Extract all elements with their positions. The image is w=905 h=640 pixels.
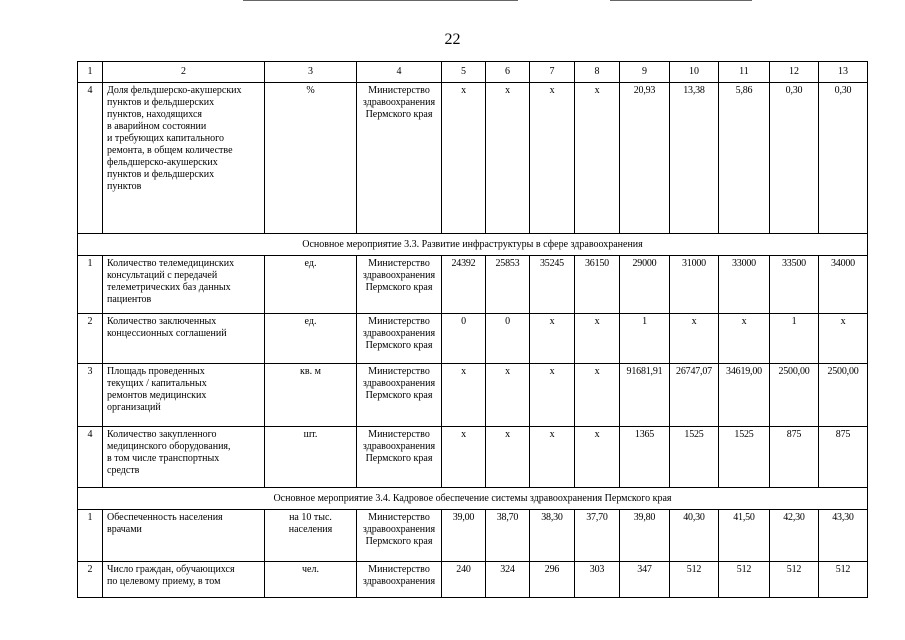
value-cell: 39,00 <box>442 510 486 562</box>
cell-line: здравоохранения <box>362 441 436 452</box>
section-row <box>78 488 868 510</box>
row-number: 4 <box>78 427 103 488</box>
cell-line: Пермского края <box>365 453 433 464</box>
responsible-body <box>357 562 442 598</box>
cell-line: и требующих капитального <box>107 133 225 144</box>
column-number-cell: 11 <box>719 62 770 83</box>
value-cell: 25853 <box>486 256 530 314</box>
cell-line: ед. <box>304 316 317 327</box>
cell-line: Министерство <box>368 85 430 96</box>
value-cell: 38,70 <box>486 510 530 562</box>
cell-line: пациентов <box>107 294 152 305</box>
value-cell: 38,30 <box>530 510 575 562</box>
value-cell: х <box>530 364 575 427</box>
column-number-cell: 13 <box>819 62 868 83</box>
cell-line: пунктов, находящихся <box>107 109 202 120</box>
value-cell: 296 <box>530 562 575 598</box>
cell-line: по целевому приему, в том <box>107 576 221 587</box>
unit-of-measure <box>265 364 357 427</box>
value-cell: х <box>442 364 486 427</box>
cell-line: пунктов и фельдшерских <box>107 97 215 108</box>
value-cell: 875 <box>770 427 819 488</box>
cell-line: Министерство <box>368 429 430 440</box>
cell-line: в аварийном состоянии <box>107 121 207 132</box>
value-cell: 91681,91 <box>620 364 670 427</box>
value-cell: х <box>486 364 530 427</box>
value-cell: 33000 <box>719 256 770 314</box>
value-cell: х <box>575 83 620 234</box>
responsible-body <box>357 510 442 562</box>
responsible-body <box>357 83 442 234</box>
value-cell: 37,70 <box>575 510 620 562</box>
cell-line: Обеспеченность населения <box>107 512 223 523</box>
responsible-body <box>357 314 442 364</box>
cell-line: шт. <box>303 429 318 440</box>
cell-line: Число граждан, обучающихся <box>107 564 235 575</box>
row-number: 2 <box>78 314 103 364</box>
cell-line: Доля фельдшерско-акушерских <box>107 85 242 96</box>
cell-line: Количество заключенных <box>107 316 217 327</box>
column-number-cell: 12 <box>770 62 819 83</box>
unit-of-measure <box>265 314 357 364</box>
cell-line: Пермского края <box>365 109 433 120</box>
table-row <box>78 562 868 598</box>
cell-line: чел. <box>302 564 319 575</box>
row-number: 1 <box>78 510 103 562</box>
value-cell: 0 <box>486 314 530 364</box>
cell-line: текущих / капитальных <box>107 378 207 389</box>
column-number-cell: 4 <box>357 62 442 83</box>
responsible-body <box>357 427 442 488</box>
cell-line: пунктов <box>107 181 142 192</box>
indicator-name <box>103 83 265 234</box>
column-number-cell: 1 <box>78 62 103 83</box>
indicator-name <box>103 256 265 314</box>
value-cell: 35245 <box>530 256 575 314</box>
value-cell: 0 <box>442 314 486 364</box>
value-cell: 303 <box>575 562 620 598</box>
cell-line: Министерство <box>368 316 430 327</box>
table-row <box>78 314 868 364</box>
value-cell: х <box>530 83 575 234</box>
indicator-name <box>103 314 265 364</box>
value-cell: 347 <box>620 562 670 598</box>
value-cell: 1 <box>620 314 670 364</box>
unit-of-measure <box>265 427 357 488</box>
cell-line: здравоохранения <box>362 270 436 281</box>
cell-line: консультаций с передачей <box>107 270 218 281</box>
value-cell: 2500,00 <box>770 364 819 427</box>
cell-line: в том числе транспортных <box>107 453 220 464</box>
value-cell: х <box>486 83 530 234</box>
unit-of-measure <box>265 562 357 598</box>
cell-line: ед. <box>304 258 317 269</box>
value-cell: 1525 <box>719 427 770 488</box>
value-cell: 36150 <box>575 256 620 314</box>
responsible-body <box>357 364 442 427</box>
column-number-cell: 9 <box>620 62 670 83</box>
column-number-cell: 5 <box>442 62 486 83</box>
table-row <box>78 427 868 488</box>
value-cell: х <box>442 427 486 488</box>
cell-line: Министерство <box>368 512 430 523</box>
cell-line: здравоохранения <box>362 524 436 535</box>
cell-line: Пермского края <box>365 390 433 401</box>
value-cell: х <box>819 314 868 364</box>
value-cell: х <box>486 427 530 488</box>
value-cell: 39,80 <box>620 510 670 562</box>
value-cell: х <box>530 314 575 364</box>
value-cell: х <box>575 314 620 364</box>
cell-line: ремонта, в общем количестве <box>107 145 233 156</box>
value-cell: 512 <box>719 562 770 598</box>
value-cell: 20,93 <box>620 83 670 234</box>
cell-line: Площадь проведенных <box>107 366 205 377</box>
column-number-cell: 2 <box>103 62 265 83</box>
top-rule-right <box>610 0 752 1</box>
value-cell: 13,38 <box>670 83 719 234</box>
cell-line: здравоохранения <box>362 378 436 389</box>
table-row <box>78 83 868 234</box>
value-cell: 34619,00 <box>719 364 770 427</box>
unit-of-measure <box>265 83 357 234</box>
indicator-name <box>103 427 265 488</box>
value-cell: 2500,00 <box>819 364 868 427</box>
cell-line: фельдшерско-акушерских <box>107 157 218 168</box>
value-cell: 875 <box>819 427 868 488</box>
indicator-name <box>103 510 265 562</box>
value-cell: 324 <box>486 562 530 598</box>
row-number: 2 <box>78 562 103 598</box>
value-cell: х <box>670 314 719 364</box>
value-cell: 42,30 <box>770 510 819 562</box>
value-cell: 1365 <box>620 427 670 488</box>
cell-line: кв. м <box>300 366 321 377</box>
cell-line: здравоохранения <box>362 97 436 108</box>
cell-line: медицинского оборудования, <box>107 441 231 452</box>
cell-line: Пермского края <box>365 536 433 547</box>
value-cell: х <box>575 364 620 427</box>
value-cell: х <box>530 427 575 488</box>
cell-line: концессионных соглашений <box>107 328 227 339</box>
row-number: 4 <box>78 83 103 234</box>
value-cell: 40,30 <box>670 510 719 562</box>
column-number-cell: 7 <box>530 62 575 83</box>
table-row <box>78 510 868 562</box>
cell-line: Министерство <box>368 258 430 269</box>
cell-line: организаций <box>107 402 161 413</box>
responsible-body <box>357 256 442 314</box>
value-cell: 0,30 <box>819 83 868 234</box>
table-row <box>78 364 868 427</box>
row-number: 3 <box>78 364 103 427</box>
value-cell: 33500 <box>770 256 819 314</box>
cell-line: населения <box>288 524 333 535</box>
unit-of-measure <box>265 256 357 314</box>
value-cell: 34000 <box>819 256 868 314</box>
cell-line: средств <box>107 465 140 476</box>
cell-line: Министерство <box>368 366 430 377</box>
cell-line: % <box>306 85 315 96</box>
page-number: 22 <box>444 31 461 48</box>
value-cell: 0,30 <box>770 83 819 234</box>
value-cell: 512 <box>819 562 868 598</box>
value-cell: 512 <box>770 562 819 598</box>
cell-line: пунктов и фельдшерских <box>107 169 215 180</box>
value-cell: 1525 <box>670 427 719 488</box>
cell-line: здравоохранения <box>362 576 436 587</box>
section-title: Основное мероприятие 3.4. Кадровое обеспечение системы здравоохранения Пермского края <box>78 488 868 510</box>
value-cell: 26747,07 <box>670 364 719 427</box>
value-cell: х <box>442 83 486 234</box>
table-row <box>78 256 868 314</box>
value-cell: 31000 <box>670 256 719 314</box>
value-cell: 240 <box>442 562 486 598</box>
column-number-cell: 8 <box>575 62 620 83</box>
value-cell: 41,50 <box>719 510 770 562</box>
indicators-table <box>77 61 868 598</box>
row-number: 1 <box>78 256 103 314</box>
value-cell: х <box>719 314 770 364</box>
top-rule-left <box>243 0 518 1</box>
cell-line: Количество телемедицинских <box>107 258 235 269</box>
value-cell: 1 <box>770 314 819 364</box>
value-cell: 29000 <box>620 256 670 314</box>
section-row <box>78 234 868 256</box>
indicator-name <box>103 562 265 598</box>
value-cell: 5,86 <box>719 83 770 234</box>
cell-line: врачами <box>107 524 142 535</box>
indicator-name <box>103 364 265 427</box>
cell-line: здравоохранения <box>362 328 436 339</box>
section-title: Основное мероприятие 3.3. Развитие инфраструктуры в сфере здравоохранения <box>78 234 868 256</box>
unit-of-measure <box>265 510 357 562</box>
cell-line: Министерство <box>368 564 430 575</box>
cell-line: Пермского края <box>365 282 433 293</box>
value-cell: 24392 <box>442 256 486 314</box>
cell-line: ремонтов медицинских <box>107 390 207 401</box>
cell-line: Количество закупленного <box>107 429 217 440</box>
value-cell: 43,30 <box>819 510 868 562</box>
value-cell: х <box>575 427 620 488</box>
cell-line: Пермского края <box>365 340 433 351</box>
value-cell: 512 <box>670 562 719 598</box>
cell-line: телеметрических баз данных <box>107 282 231 293</box>
column-number-cell: 10 <box>670 62 719 83</box>
column-number-cell: 3 <box>265 62 357 83</box>
column-number-cell: 6 <box>486 62 530 83</box>
cell-line: на 10 тыс. <box>289 512 332 523</box>
column-numbers-row <box>78 62 868 83</box>
